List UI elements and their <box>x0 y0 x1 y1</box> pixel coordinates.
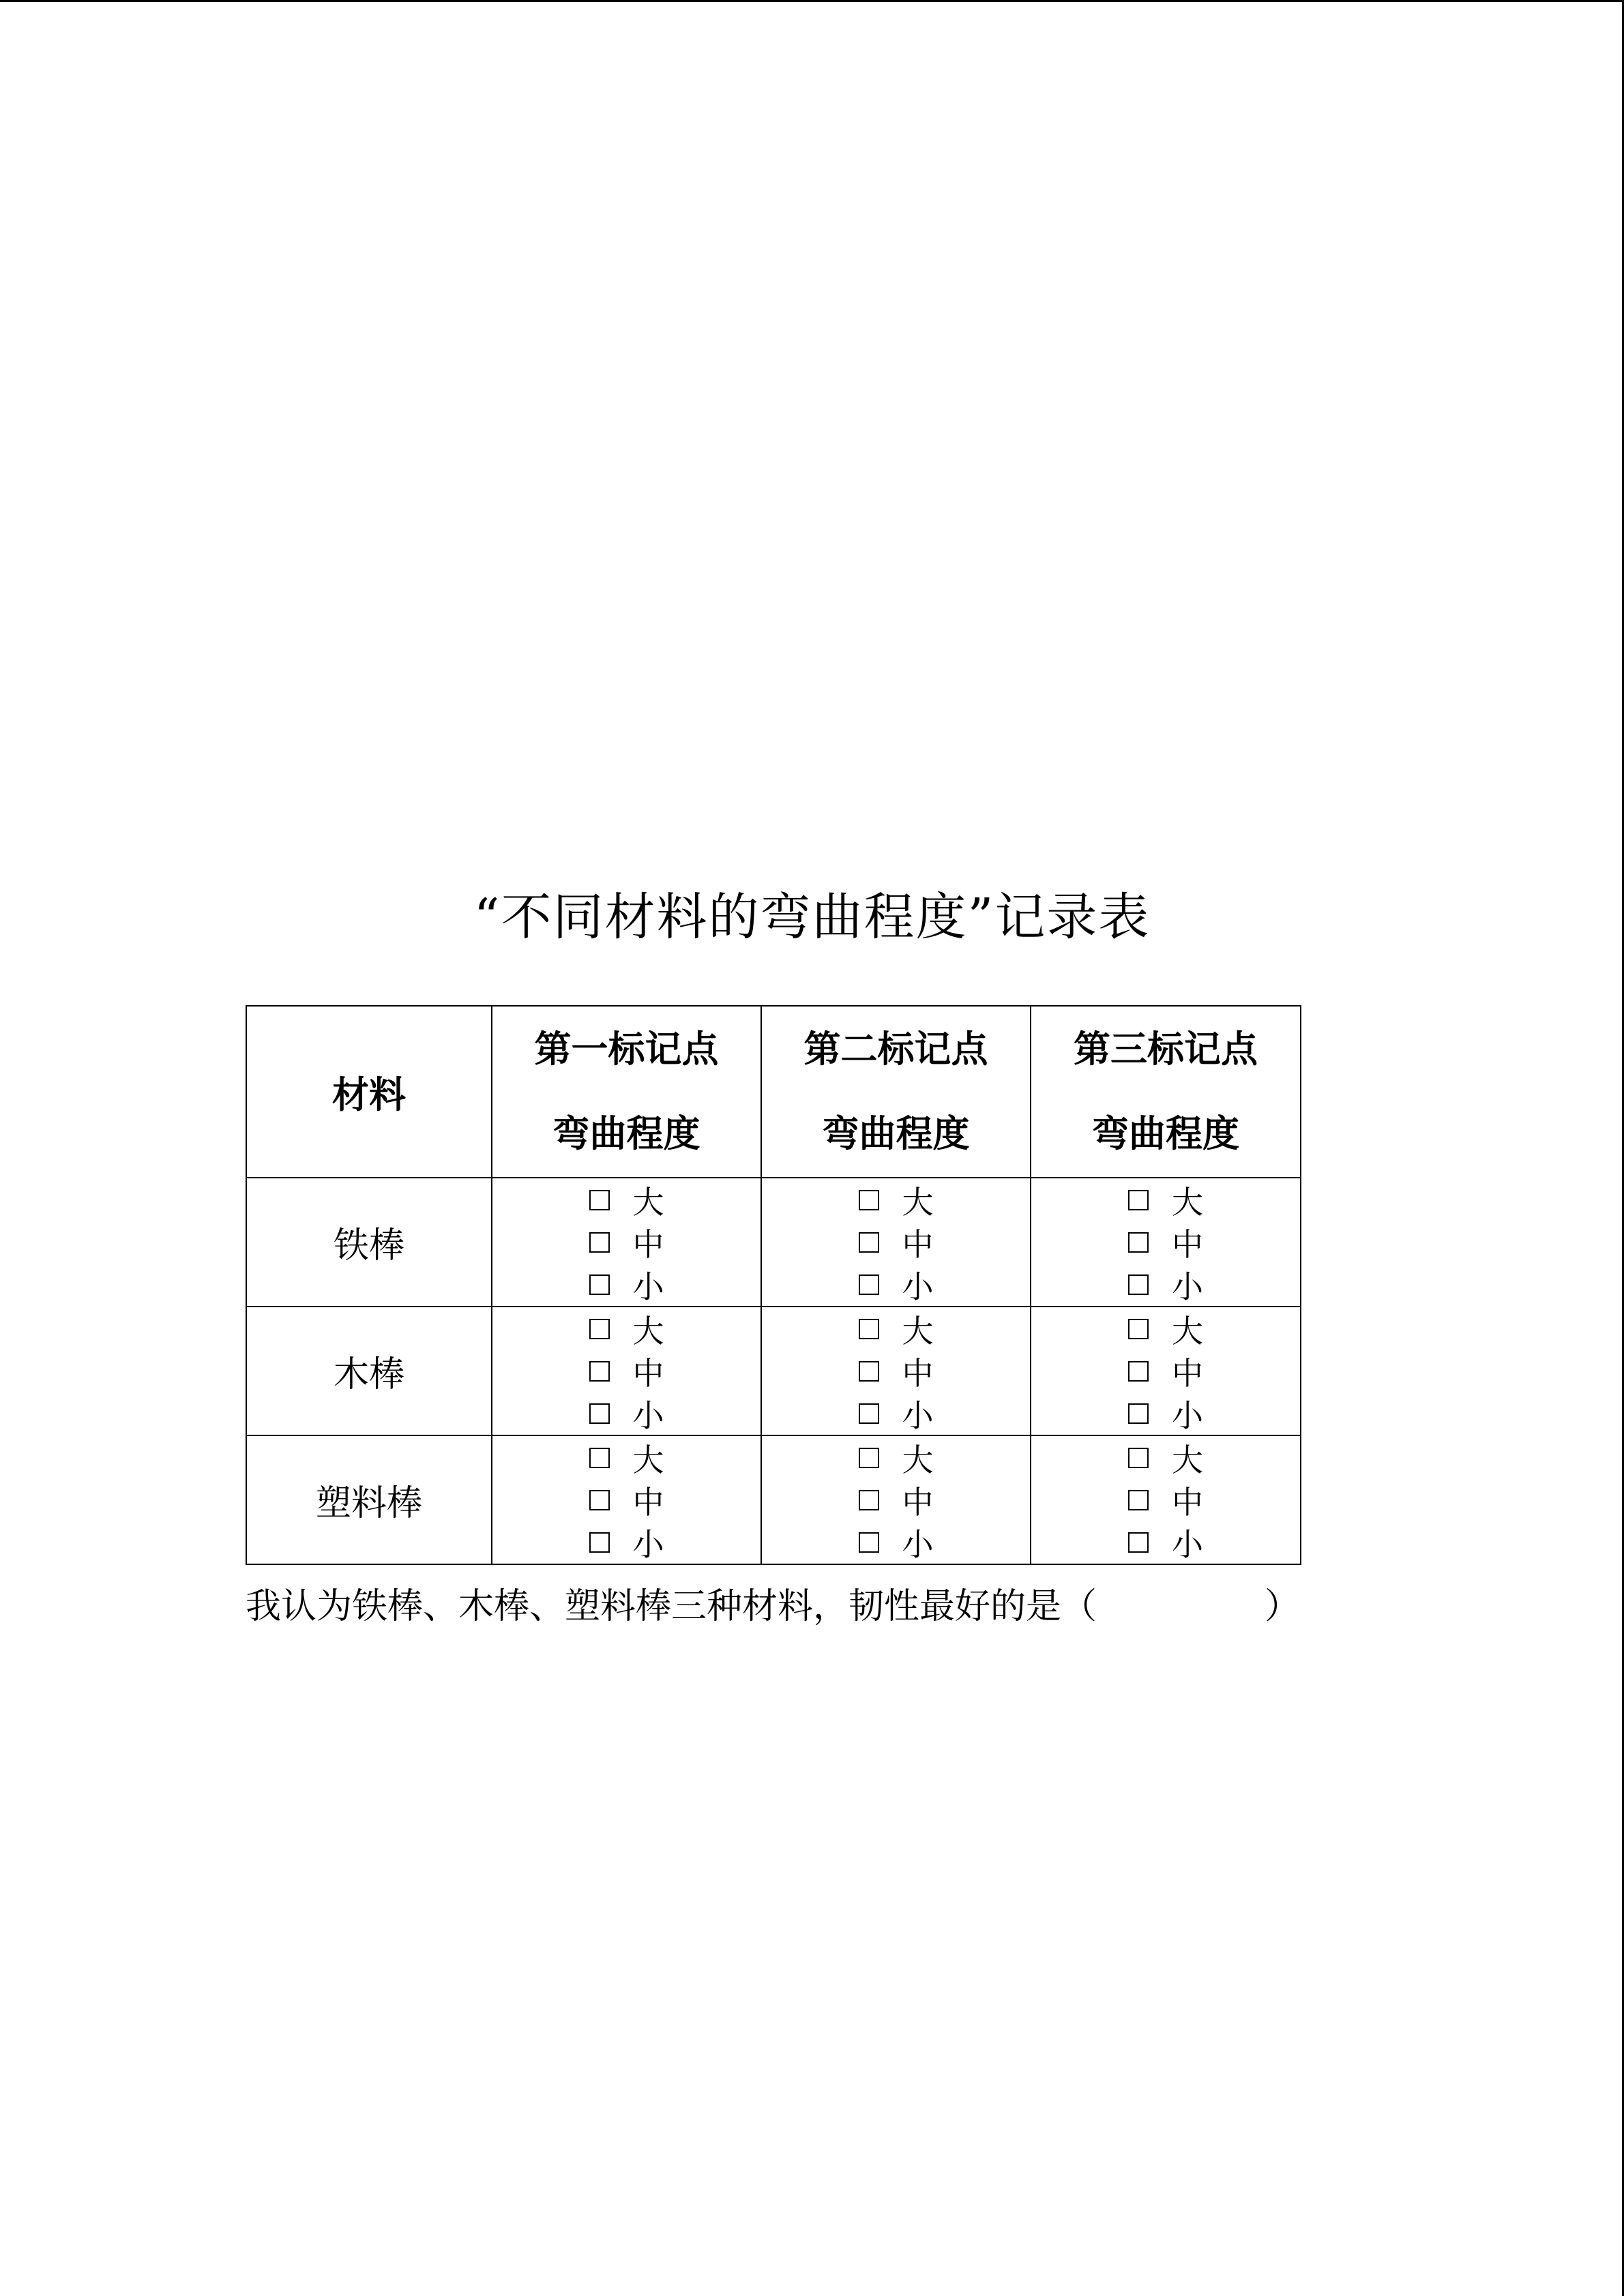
checkbox-icon[interactable] <box>1128 1190 1149 1210</box>
option-item[interactable] <box>1128 1179 1203 1221</box>
option-group <box>589 1179 664 1306</box>
bend-degree-cell <box>1031 1435 1301 1564</box>
option-group <box>859 1437 934 1564</box>
option-label: 中 <box>902 1225 934 1263</box>
option-label: 小 <box>632 1397 664 1434</box>
option-item[interactable] <box>859 1264 934 1306</box>
option-item[interactable] <box>859 1437 934 1479</box>
checkbox-icon[interactable] <box>1128 1319 1149 1339</box>
checkbox-icon[interactable] <box>589 1190 610 1210</box>
header-point-2-subtitle: 弯曲程度 <box>822 1112 970 1155</box>
option-item[interactable] <box>1128 1392 1203 1435</box>
option-item[interactable] <box>859 1179 934 1221</box>
header-material: 材料 <box>246 1006 492 1178</box>
checkbox-icon[interactable] <box>1128 1232 1149 1253</box>
option-item[interactable] <box>589 1392 664 1435</box>
table-row <box>246 1435 1301 1564</box>
option-label: 大 <box>1172 1183 1203 1221</box>
option-label: 小 <box>902 1397 934 1434</box>
option-label: 小 <box>632 1268 664 1305</box>
checkbox-icon[interactable] <box>589 1448 610 1468</box>
bend-degree-cell <box>1031 1178 1301 1307</box>
table-header-row <box>246 1006 1301 1178</box>
option-item[interactable] <box>1128 1350 1203 1392</box>
option-item[interactable] <box>589 1479 664 1521</box>
checkbox-icon[interactable] <box>1128 1448 1149 1468</box>
header-point-3 <box>1031 1006 1301 1178</box>
header-point-1-title: 第一标记点 <box>534 1028 719 1071</box>
option-label: 中 <box>902 1354 934 1392</box>
option-label: 中 <box>1172 1354 1203 1392</box>
record-table <box>246 1005 1301 1565</box>
option-item[interactable] <box>589 1308 664 1350</box>
checkbox-icon[interactable] <box>589 1274 610 1295</box>
option-item[interactable] <box>589 1264 664 1306</box>
option-item[interactable] <box>859 1221 934 1264</box>
option-group <box>859 1308 934 1435</box>
checkbox-icon[interactable] <box>1128 1532 1149 1553</box>
conclusion-question <box>246 1579 1300 1634</box>
bend-degree-cell <box>492 1307 761 1435</box>
header-point-2 <box>761 1006 1031 1178</box>
checkbox-icon[interactable] <box>859 1232 879 1253</box>
option-item[interactable] <box>859 1521 934 1564</box>
option-item[interactable] <box>1128 1479 1203 1521</box>
option-group <box>859 1179 934 1306</box>
option-item[interactable] <box>589 1179 664 1221</box>
checkbox-icon[interactable] <box>1128 1361 1149 1382</box>
option-label: 小 <box>1172 1397 1203 1434</box>
option-item[interactable] <box>1128 1308 1203 1350</box>
option-label: 中 <box>1172 1225 1203 1263</box>
checkbox-icon[interactable] <box>859 1361 879 1382</box>
option-item[interactable] <box>859 1479 934 1521</box>
option-item[interactable] <box>589 1350 664 1392</box>
page-title: “不同材料的弯曲程度”记录表 <box>473 888 1151 946</box>
checkbox-icon[interactable] <box>859 1403 879 1424</box>
option-label: 大 <box>1172 1312 1203 1350</box>
bend-degree-cell <box>761 1178 1031 1307</box>
checkbox-icon[interactable] <box>589 1490 610 1510</box>
checkbox-icon[interactable] <box>859 1448 879 1468</box>
option-item[interactable] <box>589 1221 664 1264</box>
checkbox-icon[interactable] <box>859 1490 879 1510</box>
checkbox-icon[interactable] <box>589 1403 610 1424</box>
option-label: 小 <box>632 1525 664 1563</box>
header-point-3-title: 第三标记点 <box>1074 1028 1258 1071</box>
material-cell: 铁棒 <box>246 1178 492 1307</box>
header-point-2-title: 第二标记点 <box>803 1028 988 1071</box>
header-point-1-subtitle: 弯曲程度 <box>552 1112 700 1155</box>
option-label: 中 <box>1172 1483 1203 1521</box>
option-label: 中 <box>632 1225 664 1263</box>
option-item[interactable] <box>1128 1221 1203 1264</box>
page-top-border <box>0 0 1624 2</box>
option-label: 中 <box>632 1483 664 1521</box>
option-label: 小 <box>1172 1525 1203 1563</box>
option-item[interactable] <box>859 1308 934 1350</box>
checkbox-icon[interactable] <box>1128 1490 1149 1510</box>
option-item[interactable] <box>1128 1264 1203 1306</box>
option-label: 小 <box>902 1525 934 1563</box>
option-label: 大 <box>632 1312 664 1350</box>
bend-degree-cell <box>761 1307 1031 1435</box>
option-item[interactable] <box>589 1437 664 1479</box>
table-row <box>246 1307 1301 1435</box>
option-group <box>589 1308 664 1435</box>
bend-degree-cell <box>761 1435 1031 1564</box>
checkbox-icon[interactable] <box>589 1532 610 1553</box>
header-point-3-subtitle: 弯曲程度 <box>1092 1112 1239 1155</box>
option-label: 中 <box>902 1483 934 1521</box>
checkbox-icon[interactable] <box>589 1232 610 1253</box>
table-row <box>246 1178 1301 1307</box>
option-label: 大 <box>1172 1441 1203 1478</box>
option-label: 小 <box>1172 1268 1203 1305</box>
checkbox-icon[interactable] <box>859 1190 879 1210</box>
option-label: 大 <box>902 1312 934 1350</box>
option-group <box>1128 1437 1203 1564</box>
option-item[interactable] <box>1128 1437 1203 1479</box>
option-label: 大 <box>902 1183 934 1221</box>
option-item[interactable] <box>859 1392 934 1435</box>
option-item[interactable] <box>589 1521 664 1564</box>
header-point-1 <box>492 1006 761 1178</box>
option-group <box>1128 1308 1203 1435</box>
bend-degree-cell <box>1031 1307 1301 1435</box>
checkbox-icon[interactable] <box>1128 1403 1149 1424</box>
material-cell: 塑料棒 <box>246 1435 492 1564</box>
option-group <box>1128 1179 1203 1306</box>
conclusion-text: 我认为铁棒、木棒、塑料棒三种材料，韧性最好的是（ <box>246 1586 1097 1627</box>
checkbox-icon[interactable] <box>859 1532 879 1553</box>
option-label: 大 <box>632 1183 664 1221</box>
checkbox-icon[interactable] <box>1128 1274 1149 1295</box>
material-cell: 木棒 <box>246 1307 492 1435</box>
option-label: 大 <box>902 1441 934 1478</box>
option-label: 小 <box>902 1268 934 1305</box>
checkbox-icon[interactable] <box>859 1274 879 1295</box>
option-item[interactable] <box>859 1350 934 1392</box>
conclusion-close-bracket: ） <box>1264 1586 1300 1627</box>
checkbox-icon[interactable] <box>859 1319 879 1339</box>
bend-degree-cell <box>492 1178 761 1307</box>
bend-degree-cell <box>492 1435 761 1564</box>
option-item[interactable] <box>1128 1521 1203 1564</box>
checkbox-icon[interactable] <box>589 1319 610 1339</box>
option-label: 大 <box>632 1441 664 1478</box>
option-group <box>589 1437 664 1564</box>
checkbox-icon[interactable] <box>589 1361 610 1382</box>
option-label: 中 <box>632 1354 664 1392</box>
